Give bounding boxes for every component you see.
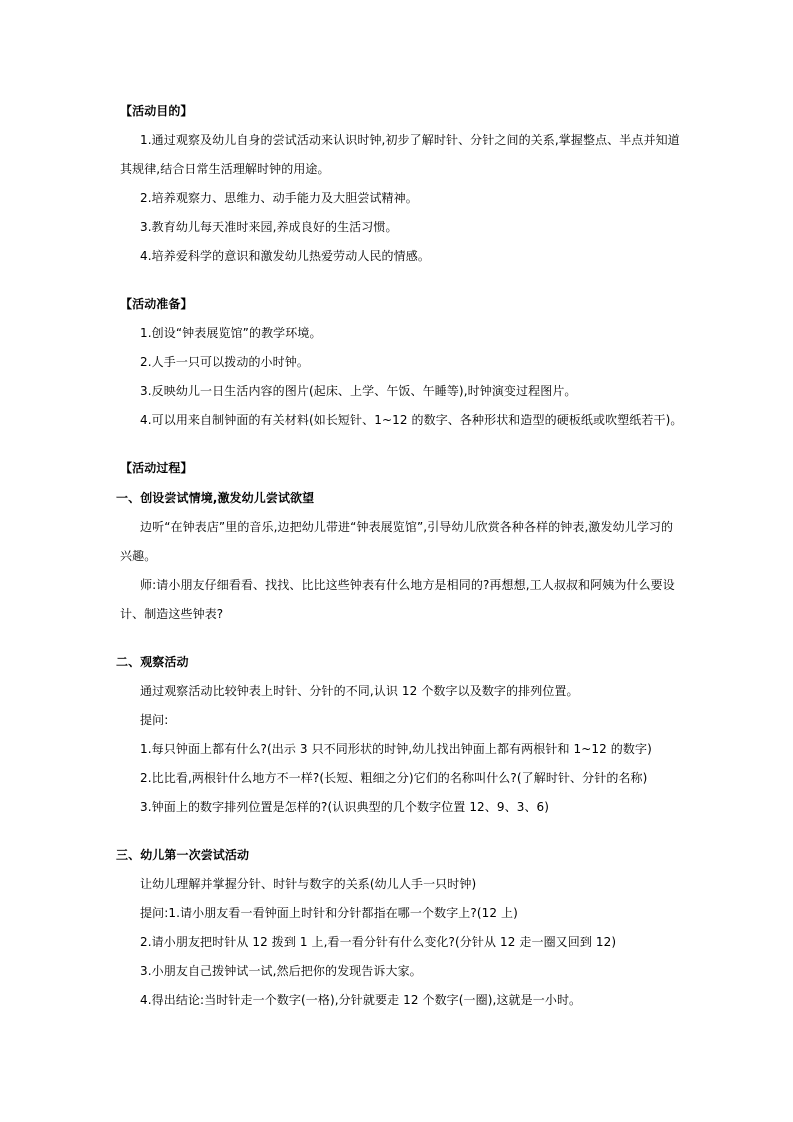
process-part2-heading: 二、观察活动 — [116, 655, 189, 669]
preparation-line-4: 4.可以用来自制钟面的有关材料(如长短针、1~12 的数字、各种形状和造型的硬板纸或吹塑纸若干)。 — [140, 413, 683, 427]
process-part1-line-4: 计、制造这些钟表? — [120, 607, 224, 621]
section-heading-preparation: 【活动准备】 — [120, 297, 193, 311]
preparation-line-2: 2.人手一只可以拨动的小时钟。 — [140, 355, 309, 369]
process-part2-line-3: 1.每只钟面上都有什么?(出示 3 只不同形状的时钟,幼儿找出钟面上都有两根针和 1~12 的数字) — [140, 742, 652, 756]
purpose-line-2: 其规律,结合日常生活理解时钟的用途。 — [120, 162, 330, 176]
purpose-line-5: 4.培养爱科学的意识和激发幼儿热爱劳动人民的情感。 — [140, 249, 430, 263]
process-part2-line-2: 提问: — [140, 713, 169, 727]
section-heading-process: 【活动过程】 — [120, 461, 193, 475]
preparation-line-3: 3.反映幼儿一日生活内容的图片(起床、上学、午饭、午睡等),时钟演变过程图片。 — [140, 384, 577, 398]
process-part2-line-1: 通过观察活动比较钟表上时针、分针的不同,认识 12 个数字以及数字的排列位置。 — [140, 684, 579, 698]
process-part3-line-2: 提问:1.请小朋友看一看钟面上时针和分针都指在哪一个数字上?(12 上) — [140, 906, 518, 920]
process-part1-line-1: 边听“在钟表店”里的音乐,边把幼儿带进“钟表展览馆”,引导幼儿欣赏各种各样的钟表,激发幼儿学习的 — [140, 520, 674, 534]
process-part1-line-2: 兴趣。 — [120, 549, 157, 563]
process-part2-line-5: 3.钟面上的数字排列位置是怎样的?(认识典型的几个数字位置 12、9、3、6) — [140, 800, 550, 814]
process-part3-line-5: 4.得出结论:当时针走一个数字(一格),分针就要走 12 个数字(一圈),这就是一小时。 — [140, 993, 582, 1007]
process-part2-line-4: 2.比比看,两根针什么地方不一样?(长短、粗细之分)它们的名称叫什么?(了解时针、分针的名称) — [140, 771, 648, 785]
purpose-line-3: 2.培养观察力、思维力、动手能力及大胆尝试精神。 — [140, 191, 418, 205]
process-part1-heading: 一、创设尝试情境,激发幼儿尝试欲望 — [116, 491, 315, 505]
purpose-line-1: 1.通过观察及幼儿自身的尝试活动来认识时钟,初步了解时针、分针之间的关系,掌握整点、半点并知道 — [140, 133, 680, 147]
process-part3-heading: 三、幼儿第一次尝试活动 — [116, 848, 250, 862]
process-part3-line-4: 3.小朋友自己拨钟试一试,然后把你的发现告诉大家。 — [140, 964, 422, 978]
section-heading-purpose: 【活动目的】 — [120, 104, 193, 118]
process-part3-line-1: 让幼儿理解并掌握分针、时针与数字的关系(幼儿人手一只时钟) — [140, 877, 477, 891]
process-part3-line-3: 2.请小朋友把时针从 12 拨到 1 上,看一看分针有什么变化?(分针从 12 走一圈又回到 12) — [140, 935, 617, 949]
process-part1-line-3: 师:请小朋友仔细看看、找找、比比这些钟表有什么地方是相同的?再想想,工人叔叔和阿姨为什么要设 — [140, 578, 675, 592]
purpose-line-4: 3.教育幼儿每天准时来园,养成良好的生活习惯。 — [140, 220, 398, 234]
preparation-line-1: 1.创设“钟表展览馆”的教学环境。 — [140, 326, 322, 340]
